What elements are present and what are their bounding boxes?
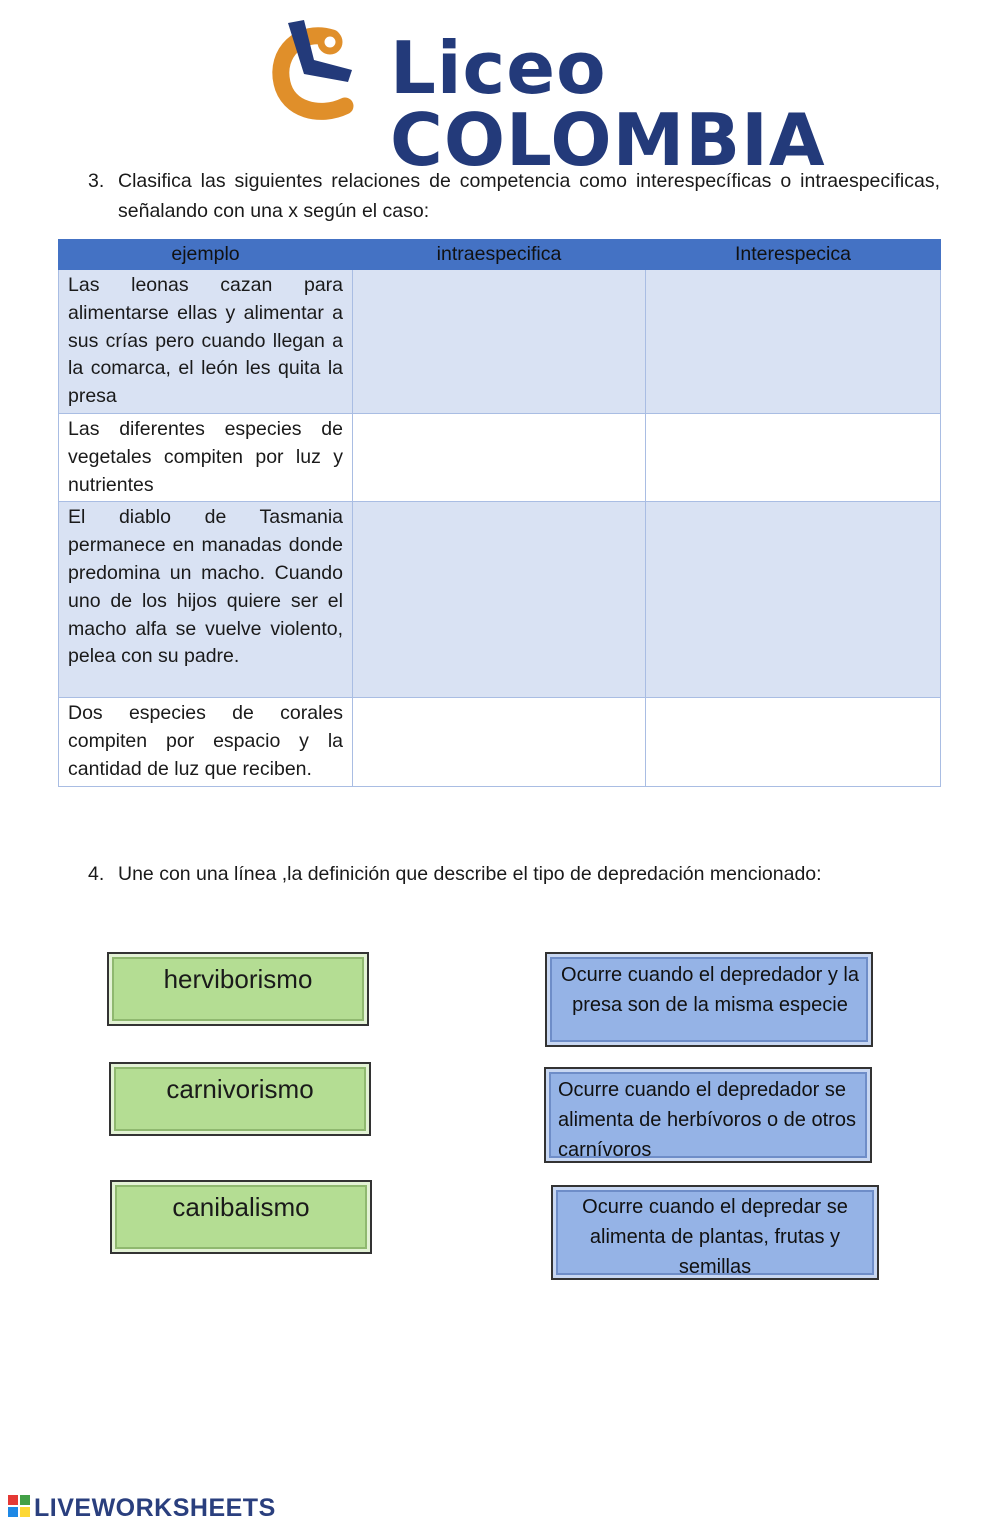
- example-cell: Las leonas cazan para alimentarse ellas y alimentar a sus crías pero cuando llegan a la comarca, el león les quita la presa: [59, 270, 353, 414]
- table-row: [59, 413, 941, 501]
- table-row: [59, 270, 941, 414]
- question-number: 4.: [88, 863, 105, 885]
- example-cell: Las diferentes especies de vegetales compiten por luz y nutrientes: [59, 413, 353, 501]
- footer-brand: [8, 1494, 276, 1523]
- term-box-herviborismo[interactable]: herviborismo: [107, 952, 369, 1026]
- definition-box-same-species[interactable]: Ocurre cuando el depredador y la presa son de la misma especie: [545, 952, 873, 1047]
- liveworksheets-logo-icon: [8, 1495, 30, 1519]
- example-cell: Dos especies de corales compiten por espacio y la cantidad de luz que reciben.: [59, 698, 353, 786]
- definition-box-plants[interactable]: Ocurre cuando el depredar se alimenta de plantas, frutas y semillas: [551, 1185, 879, 1280]
- column-header: intraespecifica: [353, 240, 646, 270]
- competition-table: [58, 239, 941, 787]
- table-row: [59, 502, 941, 698]
- question-text: Une con una línea ,la definición que describe el tipo de depredación mencionado:: [118, 863, 822, 885]
- table-row: [59, 698, 941, 786]
- answer-cell-inter[interactable]: [646, 698, 941, 786]
- answer-cell-intra[interactable]: [353, 270, 646, 414]
- answer-cell-inter[interactable]: [646, 502, 941, 698]
- answer-cell-inter[interactable]: [646, 270, 941, 414]
- answer-cell-intra[interactable]: [353, 413, 646, 501]
- column-header: Interespecica: [646, 240, 941, 270]
- example-cell: El diablo de Tasmania permanece en manadas donde predomina un macho. Cuando uno de los hijos quiere ser el macho alfa se vuelve violento, pelea con su padre.: [59, 502, 353, 698]
- column-header: ejemplo: [59, 240, 353, 270]
- term-box-carnivorismo[interactable]: carnivorismo: [109, 1062, 371, 1136]
- school-logo: [270, 18, 950, 182]
- term-box-canibalismo[interactable]: canibalismo: [110, 1180, 372, 1254]
- question-number: 3.: [88, 170, 105, 192]
- answer-cell-intra[interactable]: [353, 698, 646, 786]
- answer-cell-inter[interactable]: [646, 413, 941, 501]
- footer-brand-text: LIVEWORKSHEETS: [34, 1494, 276, 1522]
- question-3: [88, 166, 940, 226]
- definition-box-carnivores[interactable]: Ocurre cuando el depredador se alimenta de herbívoros o de otros carnívoros: [544, 1067, 872, 1163]
- table-header-row: [59, 240, 941, 270]
- question-text: Clasifica las siguientes relaciones de competencia como interespecíficas o intraespecificas, señalando con una x según el caso:: [118, 170, 940, 222]
- answer-cell-intra[interactable]: [353, 502, 646, 698]
- school-name: Liceo COLOMBIA: [390, 26, 826, 182]
- school-logo-icon: [270, 18, 390, 123]
- question-4: [88, 859, 948, 889]
